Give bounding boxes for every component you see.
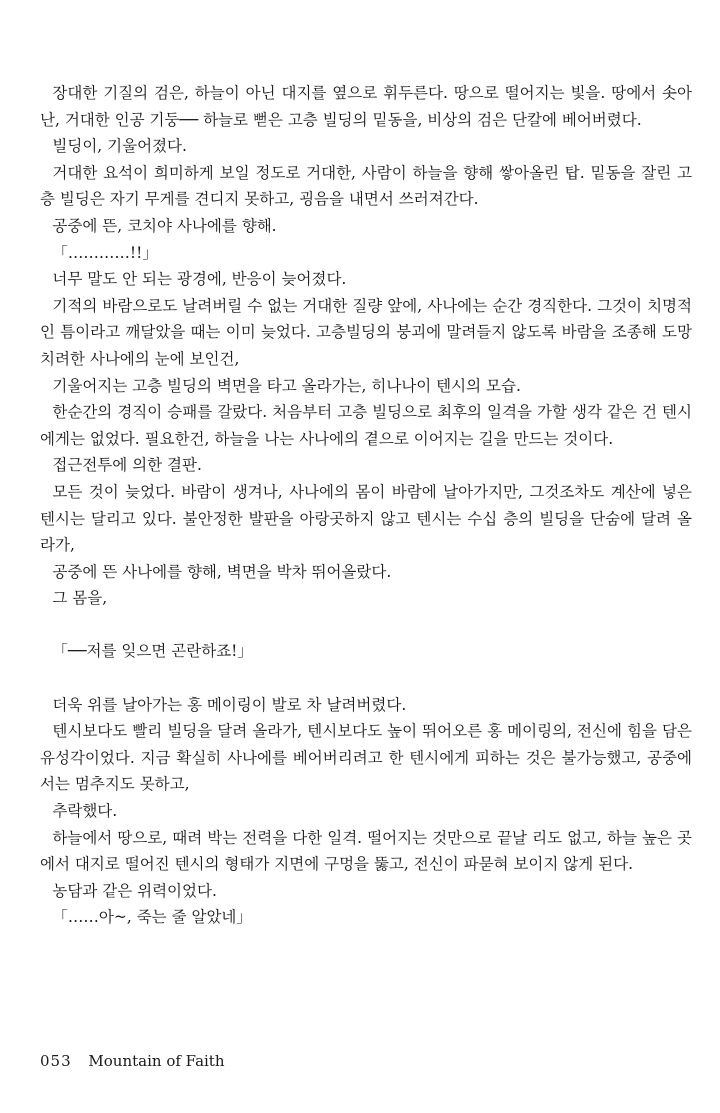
paragraph: 거대한 요석이 희미하게 보일 정도로 거대한, 사람이 하늘을 향해 쌓아올린 탑. 밑동을 잘린 고층 빌딩은 자기 무게를 견디지 못하고, 굉음을 내면서 쓰러져간다. xyxy=(40,163,692,209)
paragraph: 기적의 바람으로도 날려버릴 수 없는 거대한 질량 앞에, 사나에는 순간 경직한다. 그것이 치명적인 틈이라고 깨달았을 때는 이미 늦었다. 고층빌딩의 붕괴에 말려들지 않도록 바람을 조종해 도망치려한 사나에의 눈에 보인건, xyxy=(40,296,692,368)
blank-line xyxy=(40,612,692,639)
paragraph: 공중에 뜬, 코치야 사나에를 향해. xyxy=(52,216,277,235)
page-footer xyxy=(40,1052,225,1070)
paragraph: 「…………!!」 xyxy=(52,243,158,262)
paragraph: 그 몸을, xyxy=(52,589,108,608)
paragraph: 추락했다. xyxy=(52,802,118,821)
page-number: 053 xyxy=(40,1052,72,1070)
paragraph: 장대한 기질의 검은, 하늘이 아닌 대지를 옆으로 휘두른다. 땅으로 떨어지는 빛을. 땅에서 솟아난, 거대한 인공 기둥── 하늘로 뻗은 고층 빌딩의 밑동을, 비상의 검은 단칼에 베어버렸다. xyxy=(40,84,692,129)
body-text xyxy=(40,80,692,931)
paragraph: 텐시보다도 빨리 빌딩을 달려 올라가, 텐시보다도 높이 뛰어오른 홍 메이링의, 전신에 힘을 담은 유성각이었다. 지금 확실히 사나에를 베어버리려고 한 텐시에게 피하는 것은 불가능했고, 공중에서는 멈추지도 못하고, xyxy=(40,722,692,794)
paragraph: 모든 것이 늦었다. 바람이 생겨나, 사나에의 몸이 바람에 날아가지만, 그것조차도 계산에 넣은 텐시는 달리고 있다. 불안정한 발판을 아랑곳하지 않고 텐시는 수십 층의 빌딩을 단숨에 달려 올라가, xyxy=(40,482,692,555)
paragraph-dialogue: 「……아~, 죽는 줄 알았네」 xyxy=(52,908,252,927)
paragraph: 한순간의 경직이 승패를 갈랐다. 처음부터 고층 빌딩으로 최후의 일격을 가할 생각 같은 건 텐시에게는 없었다. 필요한건, 하늘을 나는 사나에의 곁으로 이어지는 길을 만드는 것이다. xyxy=(40,403,692,448)
paragraph: 하늘에서 땅으로, 때려 박는 전력을 다한 일격. 떨어지는 것만으로 끝날 리도 없고, 하늘 높은 곳에서 대지로 떨어진 텐시의 형태가 지면에 구멍을 뚫고, 전신이 파묻혀 보이지 않게 된다. xyxy=(40,828,692,874)
blank-line xyxy=(40,665,692,692)
paragraph: 접근전투에 의한 결판. xyxy=(52,456,202,475)
paragraph: 농담과 같은 위력이었다. xyxy=(52,881,217,900)
paragraph: 공중에 뜬 사나에를 향해, 벽면을 박차 뛰어올랐다. xyxy=(52,562,392,581)
paragraph: 너무 말도 안 되는 광경에, 반응이 늦어졌다. xyxy=(52,270,347,289)
paragraph: 빌딩이, 기울어졌다. xyxy=(52,137,187,156)
paragraph: 더욱 위를 날아가는 홍 메이링이 발로 차 날려버렸다. xyxy=(52,695,407,714)
paragraph: 기울어지는 고층 빌딩의 벽면을 타고 올라가는, 히나나이 텐시의 모습. xyxy=(52,376,521,395)
paragraph-dialogue: 「──저를 잊으면 곤란하죠!」 xyxy=(52,642,253,661)
book-title: Mountain of Faith xyxy=(88,1052,225,1070)
